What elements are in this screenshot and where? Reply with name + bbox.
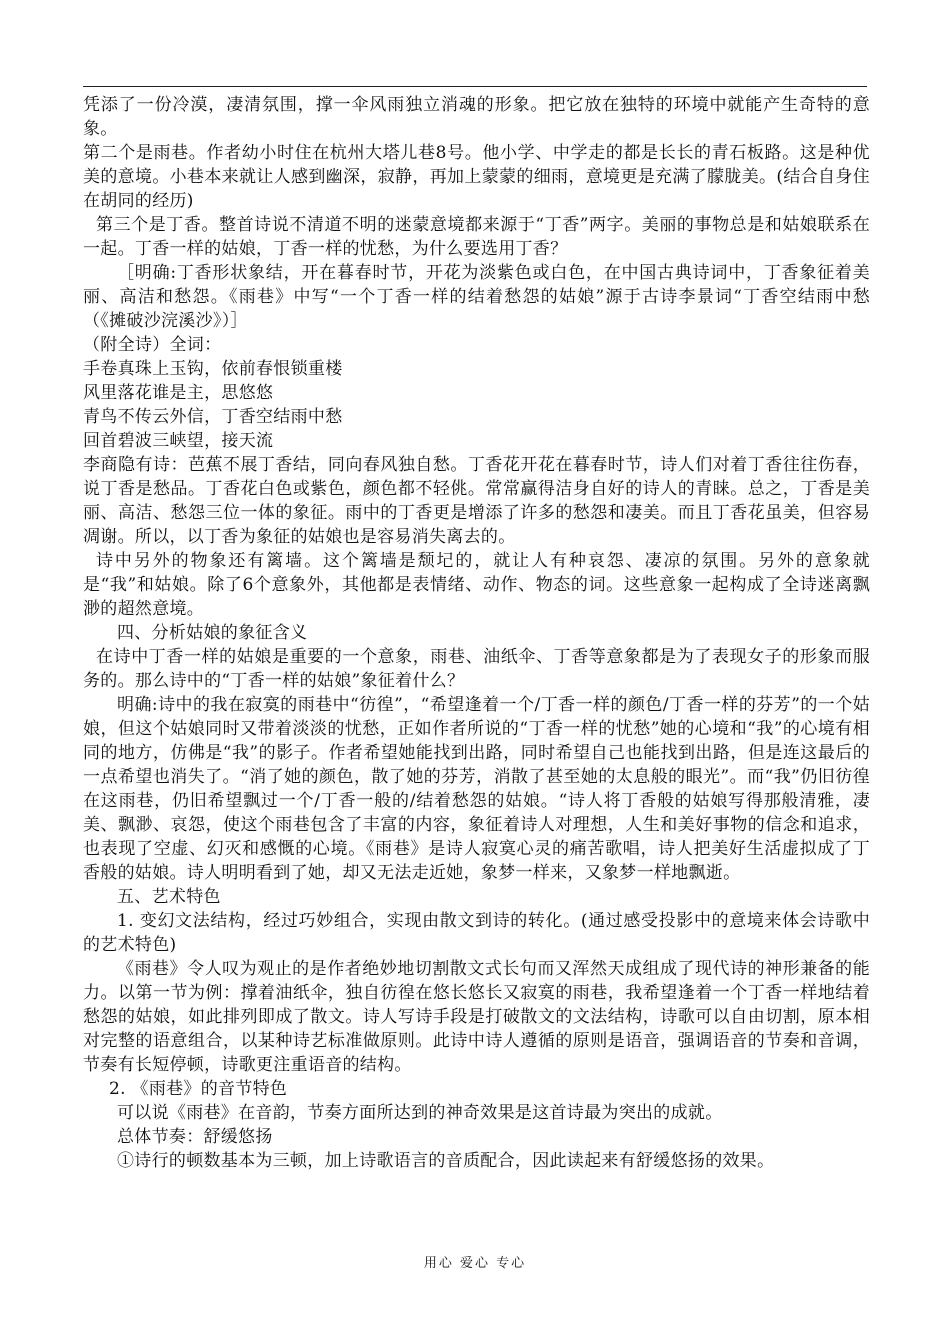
poem-line: 回首碧波三峡望，接天流 (83, 431, 274, 451)
paragraph: 明确:诗中的我在寂寞的雨巷中“彷徨”，“希望逢着一个/丁香一样的颜色/丁香一样的芬芳”的一个姑娘，但这个姑娘同时又带着淡淡的忧愁，正如作者所说的“丁香一样的忧愁”她的心境和“我”的心境有相同的地方，仿佛是“我”的影子。作者希望她能找到出路，同时希望自己也能找到出路，但是连这最后的一点希望也消失了。“消了她的颜色，散了她的芬芳，消散了甚至她的太息般的眼光”。而“我”仍旧彷徨在这雨巷，仍旧希望飘过一个/丁香一般的/结着愁怨的姑娘。“诗人将丁香般的姑娘写得那般清雅，凄美、飘渺、哀怨，使这个雨巷包含了丰富的内容，象征着诗人对理想，人生和美好事物的信念和追求，也表现了空虚、幻灭和感慨的心境。《雨巷》是诗人寂寞心灵的痛苦歌唱，诗人把美好生活虚拟成了丁香般的姑娘。诗人明明看到了她，却又无法走近她，象梦一样来，又象梦一样地飘逝。 (83, 695, 870, 883)
poem-line: 手卷真珠上玉钩，依前春恨锁重楼 (83, 359, 343, 379)
paragraph: 可以说《雨巷》在音韵，节奏方面所达到的神奇效果是这首诗最为突出的成就。 (117, 1103, 723, 1123)
paragraph: 1. 变幻文法结构，经过巧妙组合，实现由散文到诗的转化。(通过感受投影中的意境来体会诗歌中的艺术特色) (83, 911, 870, 955)
paragraph: ①诗行的顿数基本为三顿，加上诗歌语言的音质配合，因此读起来有舒缓悠扬的效果。 (117, 1151, 775, 1171)
paragraph: 《雨巷》令人叹为观止的是作者绝妙地切割散文式长句而又浑然天成组成了现代诗的神形兼备的能力。以第一节为例：撑着油纸伞，独自彷徨在悠长悠长又寂寞的雨巷，我希望逢着一个丁香一样地结着愁怨的姑娘，如此排列即成了散文。诗人写诗手段是打破散文的文法结构，诗歌可以自由切割，原本相对完整的语意组合，以某种诗艺标准做原则。此诗中诗人遵循的原则是语音，强调语音的节奏和音调，节奏有长短停顿，诗歌更注重语音的结构。 (83, 959, 870, 1075)
paragraph: 诗中另外的物象还有篱墙。这个篱墙是颓圮的，就让人有种哀怨、凄凉的氛围。另外的意象就是“我”和姑娘。除了6个意象外，其他都是表情绪、动作、物态的词。这些意象一起构成了全诗迷离飘渺的超然意境。 (83, 551, 870, 619)
paragraph: 第三个是丁香。整首诗说不清道不明的迷蒙意境都来源于“丁香”两字。美丽的事物总是和姑娘联系在一起。丁香一样的姑娘，丁香一样的忧愁，为什么要选用丁香？ (83, 215, 870, 259)
section-heading: 四、分析姑娘的象征含义 (117, 623, 308, 643)
paragraph: 凭添了一份冷漠，凄清氛围，撑一伞风雨独立消魂的形象。把它放在独特的环境中就能产生奇特的意象。 (83, 95, 870, 139)
paragraph: 在诗中丁香一样的姑娘是重要的一个意象，雨巷、油纸伞、丁香等意象都是为了表现女子的形象而服务的。那么诗中的“丁香一样的姑娘”象征着什么？ (83, 647, 870, 691)
paragraph: 第二个是雨巷。作者幼小时住在杭州大塔儿巷8号。他小学、中学走的都是长长的青石板路。这是种优美的意境。小巷本来就让人感到幽深，寂静，再加上蒙蒙的细雨，意境更是充满了朦胧美。(结合自身住在胡同的经历) (83, 143, 870, 211)
section-heading: 五、艺术特色 (117, 887, 221, 907)
poem-line: 青鸟不传云外信，丁香空结雨中愁 (83, 407, 343, 427)
body-text (83, 93, 870, 1173)
page-footer: 用心 爱心 专心 (423, 1256, 527, 1271)
paragraph: 总体节奏：舒缓悠扬 (117, 1127, 273, 1147)
poem-line: 风里落花谁是主，思悠悠 (83, 383, 274, 403)
paragraph: ［明确:丁香形状象结，开在暮春时节，开花为淡紫色或白色，在中国古典诗词中，丁香象征着美丽、高洁和愁怨。《雨巷》中写“一个丁香一样的结着愁怨的姑娘”源于古诗李景词“丁香空结雨中愁（《摊破沙浣溪沙》）］ (83, 263, 870, 331)
header-rule (83, 86, 867, 87)
subheading: 2. 《雨巷》的音节特色 (109, 1079, 288, 1099)
paragraph: （附全诗）全词： (83, 335, 222, 355)
paragraph: 李商隐有诗：芭蕉不展丁香结，同向春风独自愁。丁香花开花在暮春时节，诗人们对着丁香往往伤春，说丁香是愁品。丁香花白色或紫色，颜色都不轻佻。常常赢得洁身自好的诗人的青睐。总之，丁香是美丽、高洁、愁怨三位一体的象征。雨中的丁香更是增添了许多的愁怨和凄美。而且丁香花虽美，但容易凋谢。所以，以丁香为象征的姑娘也是容易消失离去的。 (83, 455, 870, 547)
